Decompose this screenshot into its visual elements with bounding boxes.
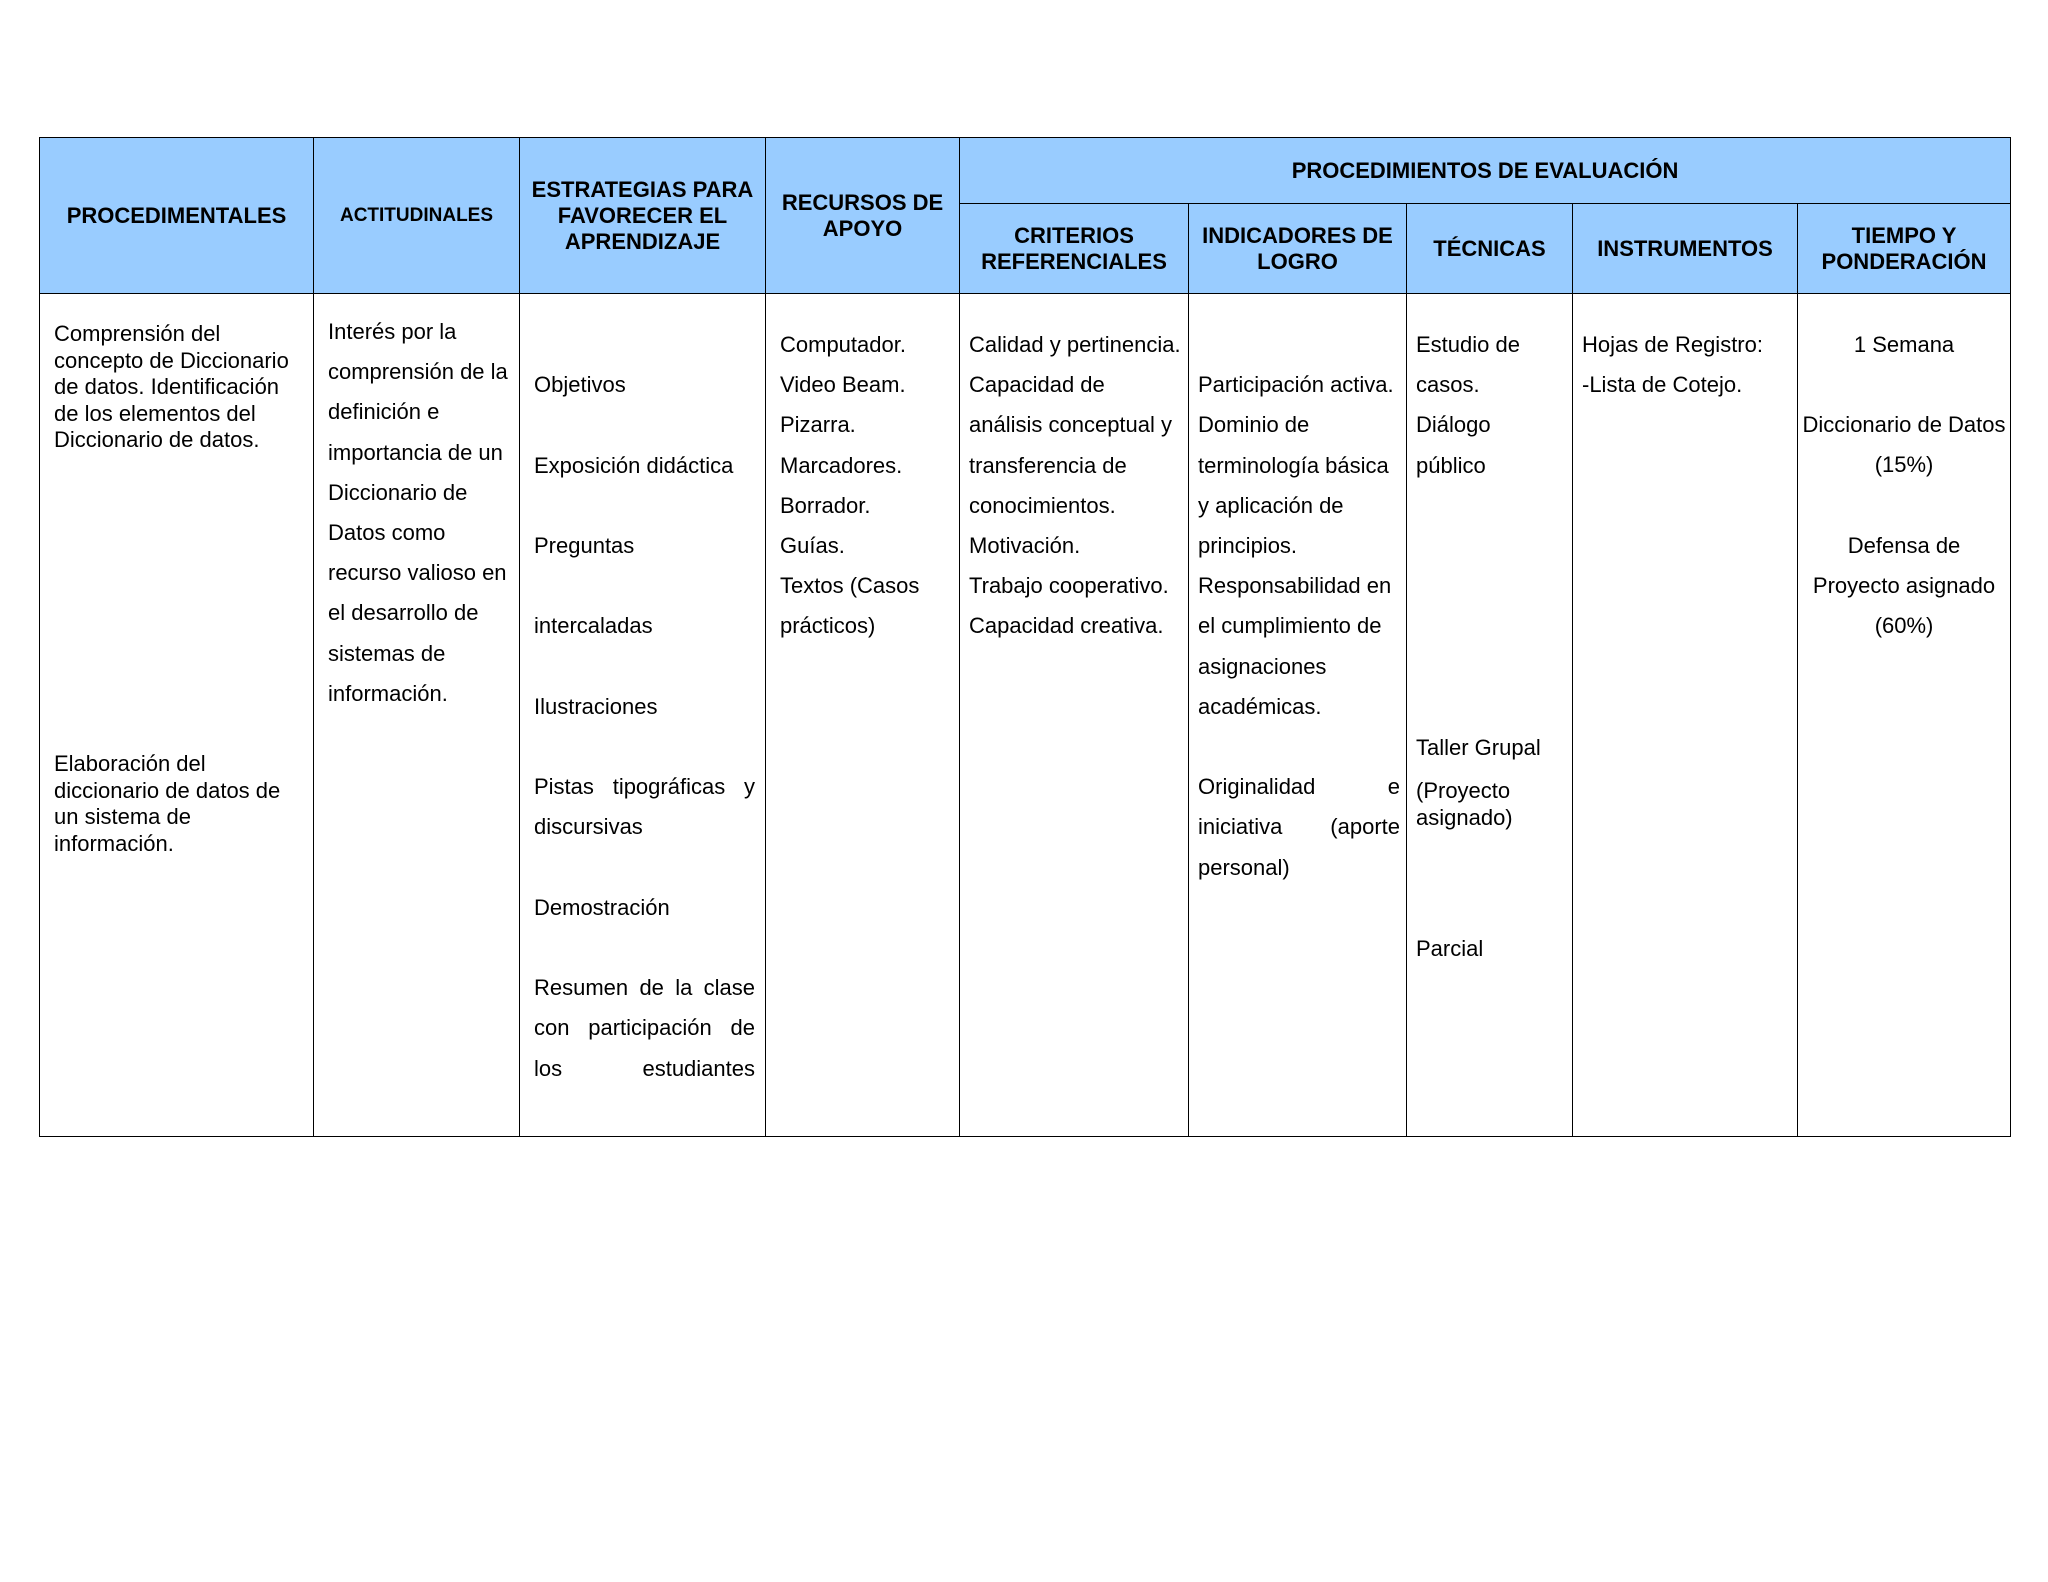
- indicadores-part-2: Originalidad e iniciativa (aporte personal): [1198, 774, 1400, 880]
- tecnicas-estudio: Estudio de casos. Diálogo público: [1416, 332, 1520, 478]
- header-indicadores: INDICADORES DE LOGRO: [1189, 204, 1407, 294]
- cell-instrumentos: [1573, 294, 1798, 1137]
- header-tiempo: TIEMPO Y PONDERACIÓN: [1798, 204, 2011, 294]
- header-recursos: RECURSOS DE APOYO: [766, 138, 960, 294]
- estrategias-list: [534, 325, 755, 1129]
- header-procedimentales: PROCEDIMENTALES: [40, 138, 314, 294]
- estrategia-item: Exposición didáctica: [534, 452, 734, 478]
- cell-actitudinales: [314, 294, 520, 1137]
- estrategia-item: Preguntas: [534, 533, 635, 559]
- estrategia-item: intercaladas: [534, 613, 653, 639]
- indicadores-part-1: Participación activa. Dominio de terminología básica y aplicación de principios. Responsabilidad en el cumplimiento de asignaciones académicas.: [1198, 372, 1394, 719]
- tiempo-semana: 1 Semana: [1853, 332, 1955, 357]
- instrumentos-list: Hojas de Registro: -Lista de Cotejo.: [1582, 332, 1763, 398]
- cell-recursos: [766, 294, 960, 1137]
- tiempo-diccionario: Diccionario de Datos (15%): [1802, 412, 2006, 478]
- tecnicas-parcial: Parcial: [1416, 936, 1484, 961]
- header-estrategias: ESTRATEGIAS PARA FAVORECER EL APRENDIZAJE: [520, 138, 766, 294]
- estrategia-item: Pistas tipográficas y discursivas: [534, 774, 755, 840]
- actitudinales-text: Interés por la comprensión de la definición e importancia de un Diccionario de Datos como recurso valioso en el desarrollo de sistemas de información.: [328, 319, 508, 706]
- cell-procedimentales: [40, 294, 314, 1137]
- tecnicas-taller-detalle: (Proyecto asignado): [1416, 778, 1513, 830]
- estrategia-item: Demostración: [534, 894, 670, 920]
- header-tecnicas: TÉCNICAS: [1407, 204, 1573, 294]
- cell-tecnicas: [1407, 294, 1573, 1137]
- tiempo-defensa: Defensa de Proyecto asignado (60%): [1812, 533, 1996, 639]
- criterios-list: Calidad y pertinencia. Capacidad de análisis conceptual y transferencia de conocimientos. Motivación. Trabajo cooperativo. Capacidad creativa.: [969, 332, 1181, 639]
- tecnicas-taller: Taller Grupal: [1416, 735, 1541, 760]
- header-actitudinales: ACTITUDINALES: [314, 138, 520, 294]
- estrategia-item: Resumen de la clase con participación de los estudiantes: [534, 975, 755, 1081]
- header-procedimientos-evaluacion: PROCEDIMIENTOS DE EVALUACIÓN: [960, 138, 2011, 204]
- header-instrumentos: INSTRUMENTOS: [1573, 204, 1798, 294]
- procedimentales-block-2: Elaboración del diccionario de datos de un sistema de información.: [54, 751, 281, 856]
- estrategia-item: Objetivos: [534, 372, 626, 398]
- planning-table: [39, 137, 2011, 1137]
- procedimentales-block-1: Comprensión del concepto de Diccionario de datos. Identificación de los elementos del Diccionario de datos.: [54, 321, 289, 453]
- indicadores-list: [1198, 325, 1400, 928]
- cell-tiempo: [1798, 294, 2011, 1137]
- estrategia-item: Ilustraciones: [534, 693, 658, 719]
- header-criterios: CRITERIOS REFERENCIALES: [960, 204, 1189, 294]
- cell-criterios: [960, 294, 1189, 1137]
- cell-indicadores: [1189, 294, 1407, 1137]
- recursos-list: Computador. Video Beam. Pizarra. Marcadores. Borrador. Guías. Textos (Casos prácticos): [780, 332, 920, 639]
- cell-estrategias: [520, 294, 766, 1137]
